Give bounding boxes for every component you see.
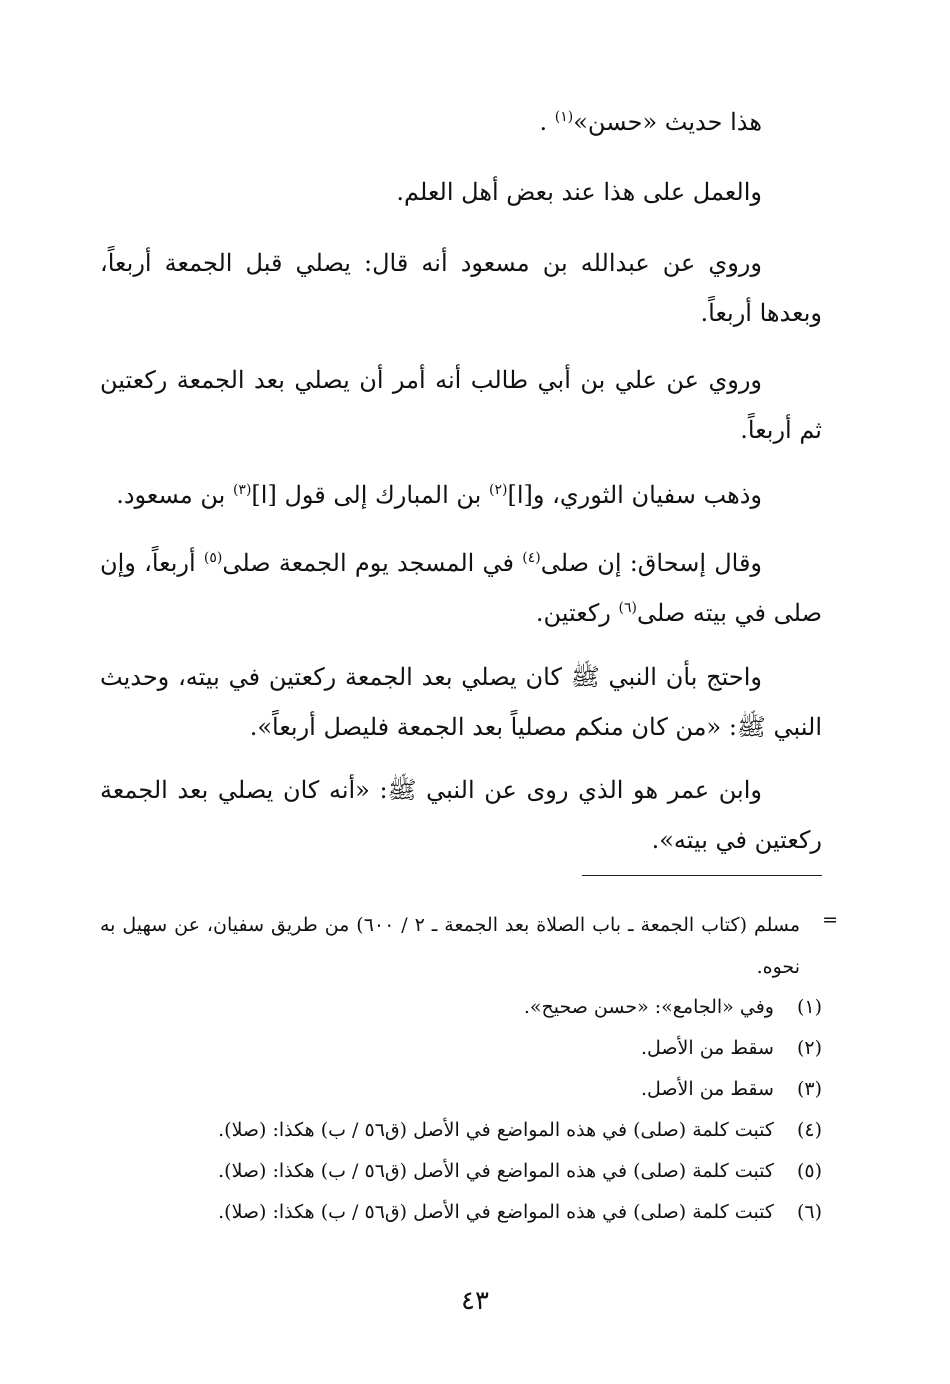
- paragraph-text: وذهب سفيان الثوري، و[ا]: [507, 481, 762, 509]
- page-number: ٤٣: [461, 1286, 489, 1316]
- footnote-6: [122, 1192, 822, 1232]
- paragraph-1: [100, 97, 822, 147]
- paragraph-5: [100, 470, 822, 520]
- footnote-number: (١): [796, 996, 822, 1018]
- footnote-continuation: مسلم (كتاب الجمعة ـ باب الصلاة بعد الجمعة ـ ٢ / ٦٠٠) من طريق سفيان، عن سهيل به نحوه.: [100, 914, 801, 978]
- paragraph-text: بن المبارك إلى قول [ا]: [251, 481, 489, 509]
- footnote-text: كتبت كلمة (صلى) في هذه المواضع في الأصل (ق٥٦ / ب) هكذا: (صلا).: [218, 1160, 774, 1182]
- paragraph-2: والعمل على هذا عند بعض أهل العلم.: [396, 178, 762, 206]
- footnote-separator: [582, 875, 822, 876]
- footnote-5: [122, 1151, 822, 1191]
- paragraph-text: ركعتين.: [535, 599, 619, 627]
- footnote-ref[interactable]: (١): [554, 109, 574, 125]
- footnote-number: (٦): [796, 1201, 822, 1223]
- paragraph-7: واحتج بأن النبي ﷺ كان يصلي بعد الجمعة ركعتين في بيته، وحديث النبي ﷺ: «من كان منكم مصلياً بعد الجمعة فليصل أربعاً».: [100, 663, 822, 741]
- paragraph-tail: .: [539, 108, 555, 136]
- footnote-4: [122, 1110, 822, 1150]
- paragraph-text: في المسجد يوم الجمعة صلى: [222, 549, 523, 577]
- footnote-ref[interactable]: (٥): [203, 550, 223, 566]
- footnote-text: وفي «الجامع»: «حسن صحيح».: [523, 996, 774, 1018]
- footnote-number: (٢): [796, 1037, 822, 1059]
- paragraph-text: هذا حديث «حسن»: [573, 108, 762, 136]
- footnote-3: [122, 1069, 822, 1109]
- footnote-number: (٤): [796, 1119, 822, 1141]
- footnote-1: [122, 987, 822, 1027]
- paragraph-text: وقال إسحاق: إن صلى: [540, 549, 763, 577]
- footnote-ref[interactable]: (٦): [618, 600, 637, 616]
- paragraph-3: وروي عن عبدالله بن مسعود أنه قال: يصلي قبل الجمعة أربعاً، وبعدها أربعاً.: [100, 249, 822, 327]
- paragraph-6: [100, 538, 822, 638]
- footnote-2: [122, 1028, 822, 1068]
- footnote-text: كتبت كلمة (صلى) في هذه المواضع في الأصل (ق٥٦ / ب) هكذا: (صلا).: [218, 1201, 774, 1223]
- footnote-text: سقط من الأصل.: [640, 1037, 774, 1059]
- paragraph-text: أربعاً، وإن صلى في بيته صلى: [100, 549, 822, 627]
- footnote-text: سقط من الأصل.: [640, 1078, 774, 1100]
- paragraph-4: وروي عن علي بن أبي طالب أنه أمر أن يصلي بعد الجمعة ركعتين ثم أربعاً.: [100, 366, 822, 444]
- footnote-ref[interactable]: (٣): [232, 482, 252, 498]
- footnote-ref[interactable]: (٢): [488, 482, 508, 498]
- footnote-ref[interactable]: (٤): [522, 550, 541, 566]
- footnote-number: (٥): [796, 1160, 822, 1182]
- footnote-text: كتبت كلمة (صلى) في هذه المواضع في الأصل (ق٥٦ / ب) هكذا: (صلا).: [218, 1119, 774, 1141]
- paragraph-text: بن مسعود.: [116, 481, 233, 509]
- paragraph-8: وابن عمر هو الذي روى عن النبي ﷺ: «أنه كان يصلي بعد الجمعة ركعتين في بيته».: [100, 776, 822, 854]
- footnote-number: (٣): [796, 1078, 822, 1100]
- footnote-continuation-mark: =: [822, 909, 838, 931]
